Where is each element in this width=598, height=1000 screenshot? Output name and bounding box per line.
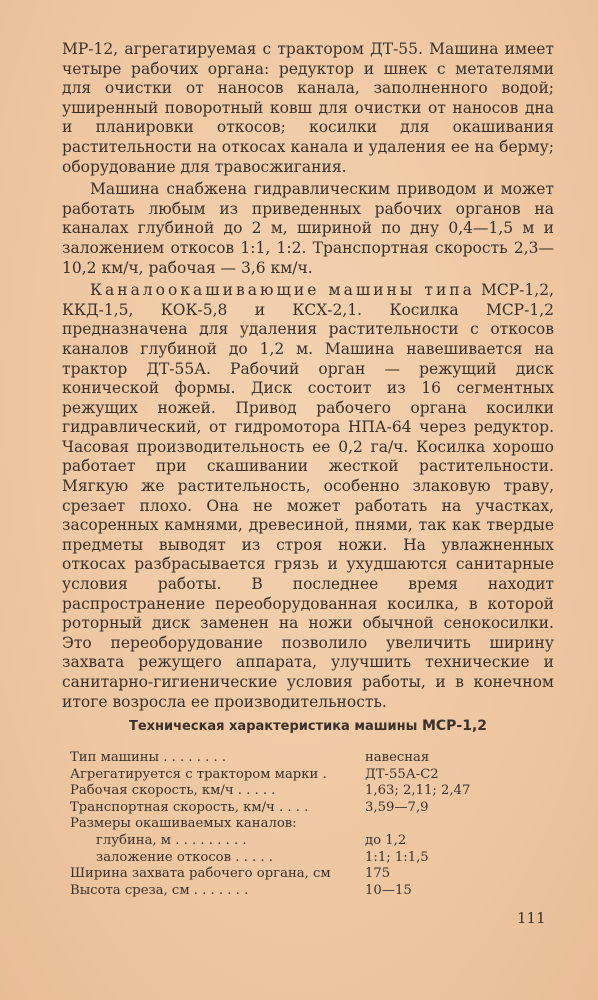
spec-value: 3,59—7,9 <box>365 799 429 815</box>
spec-value: 1:1; 1:1,5 <box>365 849 429 865</box>
spec-value: 10—15 <box>365 882 412 898</box>
table-row <box>70 750 560 767</box>
spec-label: Рабочая скорость, км/ч . . . . . <box>70 783 276 799</box>
spec-label: Ширина захвата рабочего органа, см <box>70 866 331 882</box>
spec-value: до 1,2 <box>365 832 407 848</box>
paragraph-3-heading: Каналоокашивающие машины типа <box>90 281 475 300</box>
spec-label: Высота среза, см . . . . . . . <box>70 882 249 898</box>
table-row <box>70 816 560 833</box>
spec-table-title-model: МСР-1,2 <box>421 718 488 734</box>
table-row <box>70 850 560 867</box>
spec-label: глубина, м . . . . . . . . . <box>96 832 247 848</box>
table-row <box>70 783 560 800</box>
table-row <box>70 866 560 883</box>
paragraph-1: МР-12, агрегатируемая с трактором ДТ-55. Машина имеет четыре рабочих органа: редуктор и шнек с метателями для очистки от наносов канала, заполненного водой; уширенный поворотный ковш для очистки от наносов дна и планировки откосов; косилки для окашивания растительности на откосах канала и удаления ее на берму; оборудование для травосжигания. <box>62 40 554 176</box>
spec-table-title-text: Техническая характеристика машины <box>128 719 418 734</box>
spec-table-title <box>62 718 554 734</box>
table-row <box>70 883 560 900</box>
spec-value <box>365 816 560 833</box>
page-number: 111 <box>517 909 546 927</box>
spec-label: Транспортная скорость, км/ч . . . . <box>70 799 309 815</box>
spec-label: Агрегатируется с трактором марки . <box>70 766 327 782</box>
spec-value: ДТ-55А-С2 <box>365 766 439 782</box>
table-row <box>70 833 560 850</box>
paragraph-3-body: МСР-1,2, ККД-1,5, КОК-5,8 и КСХ-2,1. Косилка МСР-1,2 предназначена для удаления растительности с откосов каналов глубиной до 1,2 м. Машина навешивается на трактор ДТ-55А. Рабочий орган — режущий диск конической формы. Диск состоит из 16 сегментных режущих ножей. Привод рабочего органа косилки гидравлический, от гидромотора НПА-64 через редуктор. Часовая производительность ее 0,2 га/ч. Косилка хорошо работает при скашивании жесткой растительности. Мягкую же растительность, особенно злаковую траву, срезает плохо. Она не может работать на участках, засоренных камнями, древесиной, пнями, так как твердые предметы выводят из строя ножи. На увлажненных откосах разбрасывается грязь и ухудшаются санитарные условия работы. В последнее время находит распространение переоборудованная косилка, в которой роторный диск заменен на ножи обычной сенокосилки. Это переоборудование позволило увеличить ширину захвата режущего аппарата, улучшить технические и санитарно-гигиенические условия работы, и в конечном итоге возросла ее производительность. <box>62 281 554 711</box>
table-row <box>70 767 560 784</box>
spec-label: Размеры окашиваемых каналов: <box>70 816 297 832</box>
paragraph-3 <box>62 281 554 712</box>
spec-label: заложение откосов . . . . . <box>96 849 273 865</box>
spec-label: Тип машины . . . . . . . . <box>70 750 227 765</box>
table-row <box>70 800 560 817</box>
body-text <box>62 40 554 712</box>
spec-table <box>70 750 560 899</box>
spec-value: 1,63; 2,11; 2,47 <box>365 783 471 799</box>
spec-value: навесная <box>365 750 430 765</box>
paragraph-2: Машина снабжена гидравлическим приводом и может работать любым из приведенных рабочих органов на каналах глубиной до 2 м, шириной по дну 0,4—1,5 м и заложением откосов 1:1, 1:2. Транспортная скорость 2,3—10,2 км/ч, рабочая — 3,6 км/ч. <box>62 180 554 277</box>
spec-value: 175 <box>365 866 391 882</box>
